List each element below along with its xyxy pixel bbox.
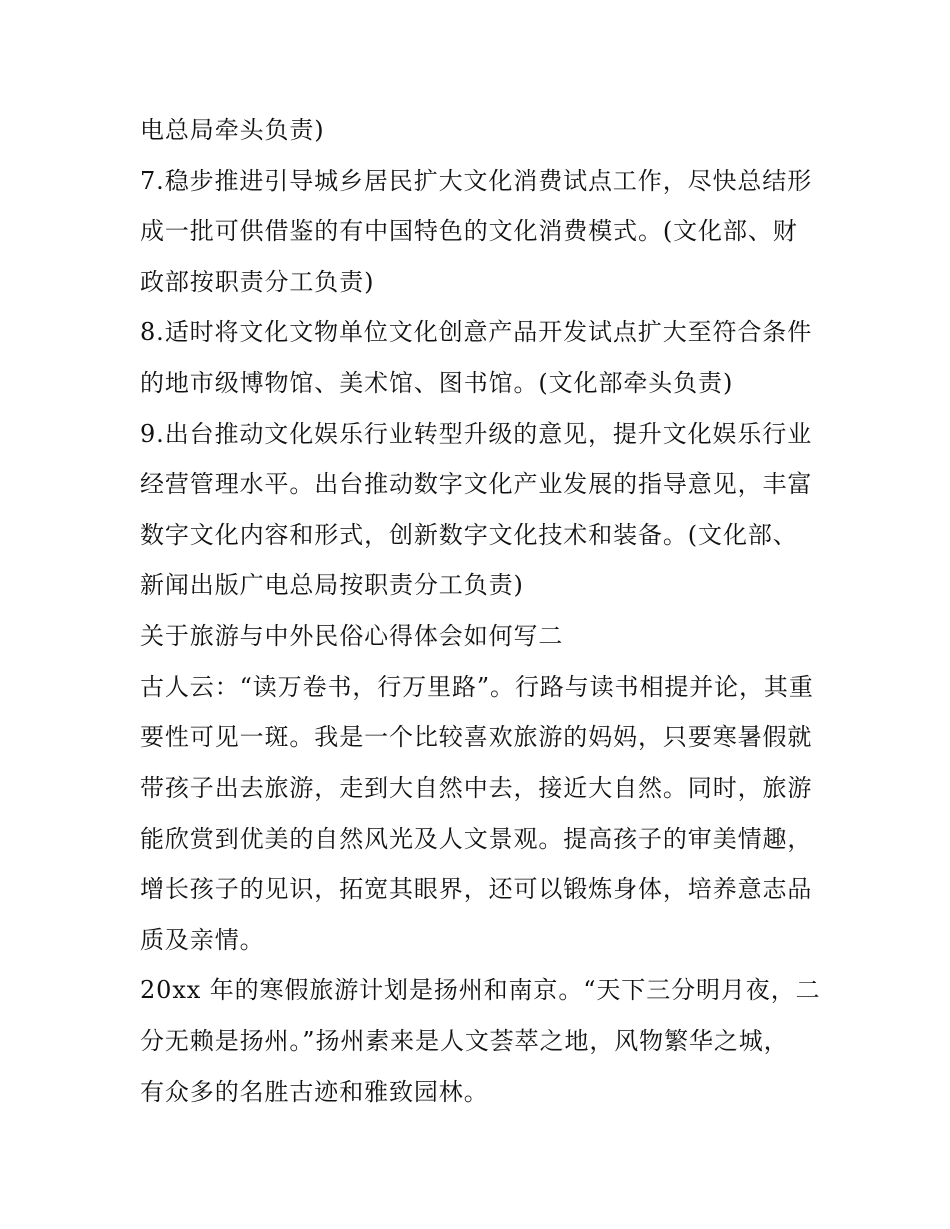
text-line: 经营管理水平。出台推动数字文化产业发展的指导意见，丰富: [140, 470, 813, 498]
text-line: 7.稳步推进引导城乡居民扩大文化消费试点工作，尽快总结形: [140, 167, 813, 195]
text-line: 的地市级博物馆、美术馆、图书馆。(文化部牵头负责): [140, 369, 734, 397]
text-line: 增长孩子的见识，拓宽其眼界，还可以锻炼身体，培养意志品: [140, 875, 813, 903]
text-line: 分无赖是扬州。”扬州素来是人文荟萃之地，风物繁华之城，: [140, 1027, 789, 1055]
text-line: 质及亲情。: [140, 926, 265, 954]
text-line: 政部按职责分工负责): [140, 268, 375, 296]
text-line: 带孩子出去旅游，走到大自然中去，接近大自然。同时，旅游: [140, 774, 813, 802]
text-line: 8.适时将文化文物单位文化创意产品开发试点扩大至符合条件: [140, 318, 813, 346]
text-line: 电总局牵头负责): [140, 116, 325, 144]
text-line: 能欣赏到优美的自然风光及人文景观。提高孩子的审美情趣，: [140, 825, 813, 853]
text-line: 有众多的名胜古迹和雅致园林。: [140, 1078, 489, 1106]
text-line: 数字文化内容和形式，创新数字文化技术和装备。(文化部、: [140, 521, 798, 549]
text-line: 新闻出版广电总局按职责分工负责): [140, 571, 524, 599]
text-line: 古人云：“读万卷书，行万里路”。行路与读书相提并论，其重: [140, 673, 814, 701]
section-heading: 关于旅游与中外民俗心得体会如何写二: [140, 622, 564, 650]
text-line: 20xx 年的寒假旅游计划是扬州和南京。“天下三分明月夜，二: [140, 976, 821, 1004]
text-line: 9.出台推动文化娱乐行业转型升级的意见，提升文化娱乐行业: [140, 420, 813, 448]
text-line: 成一批可供借鉴的有中国特色的文化消费模式。(文化部、财: [140, 217, 798, 245]
text-line: 要性可见一斑。我是一个比较喜欢旅游的妈妈，只要寒暑假就: [140, 723, 813, 751]
